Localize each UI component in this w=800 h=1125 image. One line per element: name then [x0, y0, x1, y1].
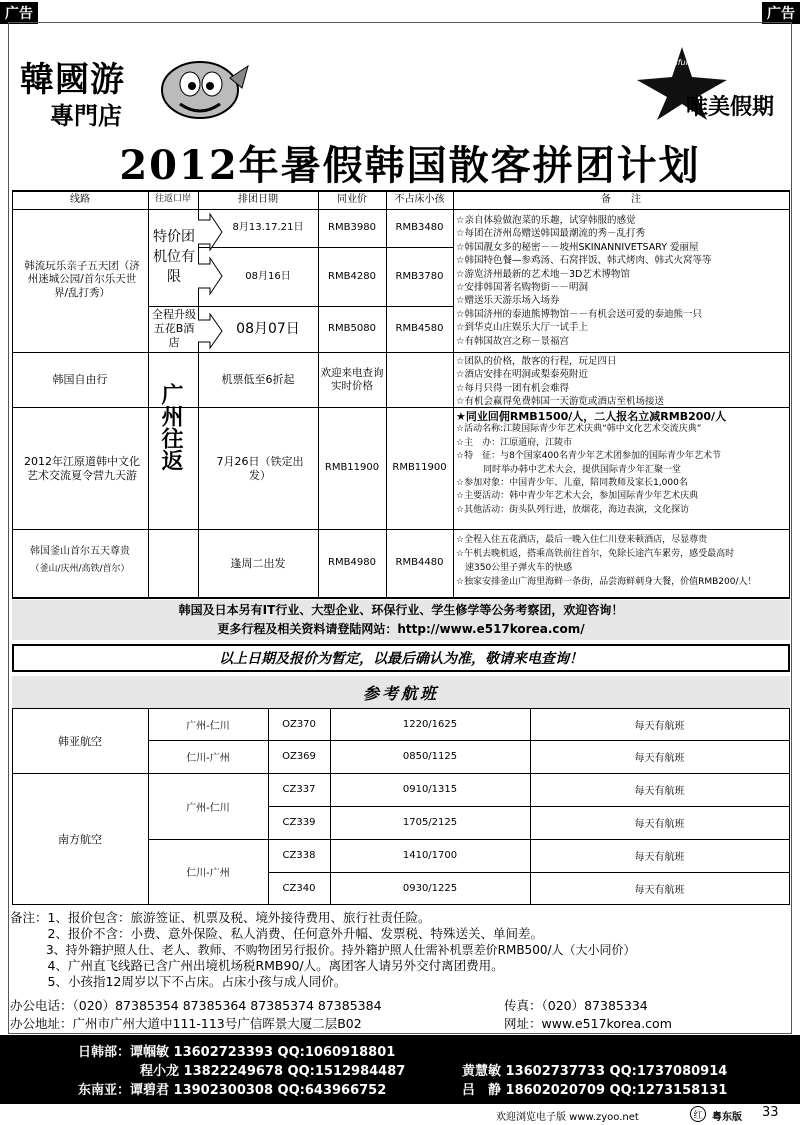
- footer-text: 欢迎浏览电子版 www.zyoo.net: [496, 1112, 639, 1123]
- remarks: 备注：1、报价包含：旅游签证、机票及税、境外接待费用、旅行社责任险。 2、报价不含：小费、意外保险、私人消费、任何意外升幅、发票税、特殊送关、单间差。 3、持外籍护照人仕、老人、教师、不购物团另行报价。持外籍护照人仕需补机票差价RMB500/人（大小同价） 4、广州直飞线路已含广州出境机场税RMB90/人。离团客人请另外交付离团费用。 5、小孩指12周岁以下不占床。占床小孩与成人同价。: [10, 910, 636, 989]
- flight-time: 1410/1700: [402, 850, 458, 861]
- route-busan: 韩国釜山首尔五天尊贵: [30, 545, 130, 557]
- banner-line-1: 韩国及日本另有IT行业、大型企业、环保行业、学生修学等公务考察团，欢迎咨询！: [178, 603, 624, 617]
- airline-asiana: 韩亚航空: [58, 734, 102, 748]
- price-2: RMB4280: [328, 270, 376, 282]
- flight-freq: 每天有航班: [634, 753, 685, 764]
- price-3: RMB5080: [328, 323, 376, 335]
- date-aug07: 08月07日: [236, 320, 300, 337]
- flight-freq: 每天有航班: [634, 720, 685, 732]
- footer-badge: 红: [690, 1106, 706, 1122]
- price-gangwon: RMB11900: [324, 462, 380, 474]
- contact-japan-korea: 日韩部：谭帼敏 13602723393 QQ:1060918801: [78, 1045, 396, 1060]
- route-gz-icn-1: 广州-仁川: [186, 720, 230, 732]
- flight-no: CZ340: [282, 882, 316, 894]
- cartoon-plane-icon: [150, 48, 250, 128]
- price-free: 欢迎来电查询实时价格: [320, 366, 384, 392]
- page-title: 2012年暑假韩国散客拼团计划: [119, 142, 701, 189]
- contact-cheng: 程小龙 13822249678 QQ:1512984487: [140, 1064, 406, 1079]
- flight-freq: 每天有航班: [634, 786, 685, 797]
- child-price-3: RMB4580: [395, 323, 444, 335]
- flight-no: OZ369: [282, 751, 316, 762]
- flight-time: 0850/1125: [402, 751, 458, 762]
- child-price-gangwon: RMB11900: [392, 462, 447, 474]
- office-fax: 传真：（020）87385334: [504, 998, 648, 1013]
- date-aug13: 8月13.17.21日: [232, 222, 304, 234]
- flight-time: 1220/1625: [402, 718, 458, 730]
- price-1: RMB3980: [328, 222, 376, 234]
- flight-no: CZ337: [282, 784, 316, 795]
- notes-free: ☆团队的价格，散客的行程，玩足四日 ☆酒店安排在明洞或梨泰苑附近 ☆每月只得一团有机会难得 ☆有机会赢得免费韩国一天游览或酒店至机场接送: [456, 356, 665, 408]
- office-address: 办公地址：广州市广州大道中111-113号广信晖景大厦二层B02: [10, 1016, 362, 1031]
- date-gangwon: 7月26日（铁定出发）: [216, 454, 304, 482]
- route-kids-5day: 韩流玩乐亲子五天团（济州迷城公园/首尔乐天世界/乱打秀）: [24, 260, 140, 299]
- flight-no: OZ370: [282, 718, 316, 730]
- child-price-1: RMB3480: [395, 222, 444, 234]
- ad-tag-right: 广告: [762, 2, 800, 24]
- korea-tour-logo-sub: 專門店: [50, 101, 122, 130]
- banner-line-2: 更多行程及相关资料请登陆网站：http://www.e517korea.com/: [217, 622, 585, 636]
- header-child: 不占床小孩: [394, 193, 445, 205]
- price-busan: RMB4980: [328, 557, 376, 569]
- contact-lu: 吕 静 18602020709 QQ:1273158131: [462, 1083, 728, 1098]
- flight-time: 0910/1315: [402, 784, 458, 795]
- date-busan: 逢周二出发: [230, 556, 286, 570]
- flight-no: CZ338: [282, 850, 316, 861]
- notes-kids-5day: ☆亲自体验做泡菜的乐趣，试穿韩服的感觉 ☆每团在济州岛赠送韩国最潮流的秀－乱打秀 ☆韩国靓女多的秘密－－坡州SKINANNIVETSARY 爱丽屋 ☆韩国特色餐—参鸡汤、石窝拌饭、韩式烤肉、韩式火窝等等 ☆游览济州最新的艺术地－3D艺术博物馆 ☆安排韩国著名购物街－－明洞 ☆赠送乐天游乐场入场券 ☆韩国济州的泰迪熊博物馆－－有机会送可爱的泰迪熊一只 ☆到华克山庄娱乐大厅一试手上 ☆有韩国故宫之称－景福宫: [456, 215, 712, 347]
- date-aug16: 08月16日: [245, 270, 291, 282]
- flight-no: CZ339: [282, 817, 316, 828]
- port-upgrade: 全程升级五花B酒店: [152, 308, 196, 349]
- route-busan-sub: （釜山/庆州/高铁/首尔）: [30, 564, 130, 575]
- office-phone: 办公电话：（020）87385354 87385364 87385374 87385384: [10, 998, 382, 1013]
- footer-edition: 粤东版: [712, 1112, 742, 1123]
- contact-southeast-asia: 东南亚：谭碧君 13902300308 QQ:643966752: [78, 1083, 387, 1098]
- header-notes: 备 注: [601, 193, 641, 205]
- header-price: 同业价: [337, 193, 367, 205]
- flight-time: 1705/2125: [402, 817, 458, 828]
- disclaimer: 以上日期及报价为暂定，以最后确认为准，敬请来电查询！: [12, 644, 790, 672]
- vmei-holiday-logo: 唯美假期: [686, 95, 775, 120]
- route-free: 韩国自由行: [52, 373, 108, 387]
- office-website[interactable]: 网址：www.e517korea.com: [504, 1016, 672, 1031]
- port-guangzhou: 广州往返: [158, 383, 184, 471]
- page-number: 33: [762, 1105, 779, 1120]
- date-free: 机票低至6折起: [221, 373, 295, 387]
- info-banner: [12, 600, 790, 640]
- flight-time: 0930/1225: [402, 882, 458, 894]
- ad-tag-left: 广告: [0, 2, 38, 24]
- notes-gangwon: ★同业回佣RMB1500/人，二人报名立减RMB200/人 ☆活动名称:江陵国际青少年艺术庆典“韩中文化艺术交流庆典” ☆主 办：江原道府，江陵市 ☆特 征：与8个国家400名青少年艺术团参加的国际青少年艺术节 同时举办韩中艺术大会，提供国际青少年汇聚一堂 ☆参加对象：中国青少年、儿童，陪同教师及家长1,000名 ☆主要活动：韩中青少年艺术大会，参加国际青少年艺术庆典 ☆其他活动：街头队列行进，放烟花，海边表演，文化探访: [456, 410, 727, 515]
- notes-busan: ☆全程入住五花酒店，最后一晚入住仁川登来顿酒店，尽显尊贵 ☆午机去晚机返，搭乘高铁前往首尔，免除长途汽车累劳，感受最高时 速350公里子弹火车的快感 ☆独家安排釜山广海里海鲜一条街，品尝海鲜刺身大餐，价值RMB200/人！: [456, 535, 757, 587]
- contact-huang: 黄慧敏 13602737733 QQ:1737080914: [462, 1064, 728, 1079]
- route-gangwon: 2012年江原道韩中文化艺术交流夏令营九天游: [24, 454, 140, 482]
- route-icn-gz-1: 仁川-广州: [186, 753, 230, 764]
- child-price-busan: RMB4480: [395, 557, 444, 569]
- port-special: 特价团机位有限: [153, 229, 195, 285]
- airline-china-southern: 南方航空: [58, 832, 102, 846]
- flights-title: 参考航班: [12, 676, 790, 708]
- flight-freq: 每天有航班: [634, 884, 685, 896]
- header-port: 往返口岸: [154, 194, 191, 205]
- header-route: 线路: [70, 193, 90, 205]
- child-price-2: RMB3780: [395, 270, 444, 282]
- right-logo-small: Beautiful Holiday: [652, 58, 721, 67]
- header-date: 排团日期: [238, 193, 278, 205]
- flight-freq: 每天有航班: [634, 819, 685, 830]
- flight-freq: 每天有航班: [634, 852, 685, 863]
- korea-tour-logo: 韓國游: [20, 60, 125, 100]
- route-icn-gz-2: 仁川-广州: [186, 868, 230, 879]
- route-gz-icn-2: 广州-仁川: [186, 802, 230, 814]
